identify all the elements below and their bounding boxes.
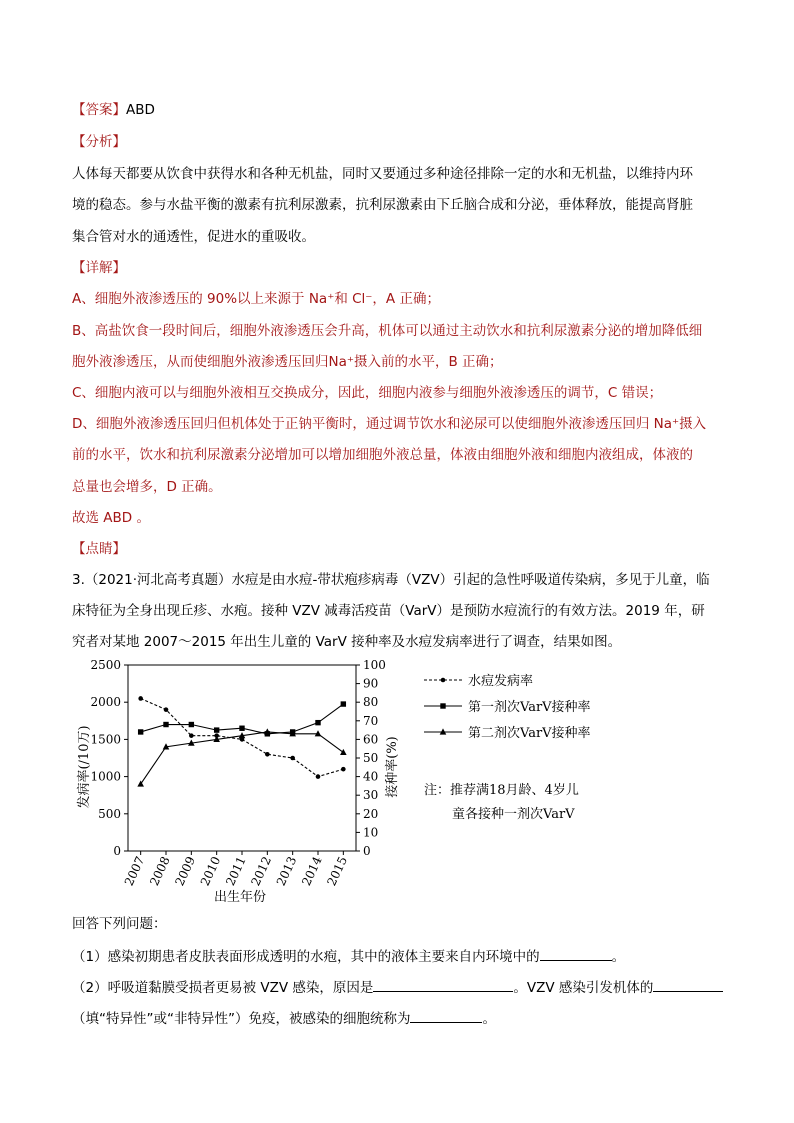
chart-series xyxy=(137,696,346,786)
left-tick-label: 500 xyxy=(98,806,121,821)
x-tick-label: 2014 xyxy=(299,854,325,888)
answer-line xyxy=(72,101,155,119)
x-tick-label: 2008 xyxy=(147,854,173,888)
sub-question-2 xyxy=(72,977,723,997)
right-tick-label: 90 xyxy=(363,676,379,691)
question-line-1: 3.（2021·河北高考真题）水痘是由水痘-带状疱疹病毒（VZV）引起的急性呼吸道传染病，多见于儿童，临 xyxy=(72,572,710,588)
detail-line-b2: 胞外液渗透压，从而使细胞外液渗透压回归Na⁺摄入前的水平，B 正确； xyxy=(72,354,503,370)
answer-value: ABD xyxy=(126,102,155,118)
chart-ylabel-right: 接种率(%) xyxy=(385,736,400,798)
detail-line-c: C、细胞内液可以与细胞外液相互交换成分，因此，细胞内液参与细胞外液渗透压的调节，C 错误； xyxy=(72,385,663,401)
left-tick-label: 2500 xyxy=(90,658,121,672)
left-tick-label: 1500 xyxy=(90,732,121,747)
plot-frame xyxy=(128,665,356,851)
sub-question-2b-text: （填“特异性”或“非特异性”）免疫，被感染的细胞统称为 xyxy=(72,1011,411,1027)
series-1-point xyxy=(164,707,169,712)
analysis-line-3: 集合管对水的通透性，促进水的重吸收。 xyxy=(72,229,315,245)
right-tick-label: 80 xyxy=(363,695,379,710)
right-tick-label: 50 xyxy=(363,751,379,765)
right-tick-label: 0 xyxy=(363,844,371,858)
x-tick-label: 2009 xyxy=(172,854,199,888)
x-tick-label: 2012 xyxy=(248,854,275,888)
right-tick-label: 20 xyxy=(363,806,379,821)
x-tick-label: 2011 xyxy=(223,854,249,888)
detail-line-b1: B、高盐饮食一段时间后，细胞外液渗透压会升高，机体可以通过主动饮水和抗利尿激素分泌的增加降低细 xyxy=(72,323,703,339)
chart-legend xyxy=(424,673,591,741)
sub-question-2b xyxy=(72,1008,496,1028)
series-1-point xyxy=(189,733,194,738)
legend-2-marker xyxy=(440,703,445,708)
right-tick-label: 40 xyxy=(363,769,379,784)
series-2-point xyxy=(163,722,168,727)
detail-label: 【详解】 xyxy=(72,260,126,276)
series-1-point xyxy=(138,696,143,701)
left-tick-label: 2000 xyxy=(90,695,121,710)
analysis-label: 【分析】 xyxy=(72,134,126,150)
right-tick-label: 10 xyxy=(363,825,379,840)
x-tick-label: 2015 xyxy=(324,854,351,888)
right-tick-label: 100 xyxy=(363,658,386,672)
chart-note-line-1: 注：推荐满18月龄、4岁儿 xyxy=(424,783,579,798)
x-tick-label: 2013 xyxy=(273,854,300,888)
question-line-2: 床特征为全身出现丘疹、水疱。接种 VZV 减毒活疫苗（VarV）是预防水痘流行的有效方法。2019 年，研 xyxy=(72,603,705,619)
chart-xlabel: 出生年份 xyxy=(213,890,267,905)
chart-ylabel-left: 发病率(/10万) xyxy=(77,725,92,809)
right-tick-label: 70 xyxy=(363,713,379,728)
detail-line-d3: 总量也会增多，D 正确。 xyxy=(72,479,222,495)
legend-1-marker xyxy=(441,678,446,683)
series-1-point xyxy=(265,752,270,757)
sub-question-2b-end: 。 xyxy=(482,1011,496,1027)
series-2-point xyxy=(138,729,143,734)
chart xyxy=(70,655,690,905)
legend-3-label: 第二剂次VarV接种率 xyxy=(468,726,591,741)
series-2-point xyxy=(341,701,346,706)
right-tick-label: 60 xyxy=(363,732,379,747)
sub-question-1-end: 。 xyxy=(611,949,626,965)
x-tick-label: 2010 xyxy=(197,854,224,888)
series-2-point xyxy=(214,727,219,732)
sub-question-2-middle: 。VZV 感染引发机体的 xyxy=(513,980,654,996)
blank-1[interactable] xyxy=(540,946,612,961)
series-2-point xyxy=(189,722,194,727)
series-1-point xyxy=(341,767,346,772)
left-tick-label: 0 xyxy=(113,844,121,858)
series-2-point xyxy=(315,720,320,725)
blank-4[interactable] xyxy=(410,1008,482,1023)
highlight-label: 【点睛】 xyxy=(72,541,126,557)
chart-axes xyxy=(128,665,356,851)
detail-conclusion: 故选 ABD 。 xyxy=(72,510,150,526)
detail-line-d1: D、细胞外液渗透压回归但机体处于正钠平衡时，通过调节饮水和泌尿可以使细胞外液渗透压回归 Na⁺摄入 xyxy=(72,416,707,432)
chart-note-line-2: 童各接种一剂次VarV xyxy=(452,807,575,822)
series-3-point xyxy=(340,749,347,755)
legend-1-label: 水痘发病率 xyxy=(468,674,534,689)
detail-line-d2: 前的水平，饮水和抗利尿激素分泌增加可以增加细胞外液总量，体液由细胞外液和细胞内液组成，体液的 xyxy=(72,447,693,463)
chart-ticks xyxy=(90,658,385,888)
right-tick-label: 30 xyxy=(363,788,379,803)
series-1-point xyxy=(290,756,295,761)
question-line-3: 究者对某地 2007～2015 年出生儿童的 VarV 接种率及水痘发病率进行了调查，结果如图。 xyxy=(72,634,622,650)
blank-3[interactable] xyxy=(653,977,723,992)
answer-prompt: 回答下列问题： xyxy=(72,916,167,932)
legend-2-label: 第一剂次VarV接种率 xyxy=(468,700,591,715)
left-tick-label: 1000 xyxy=(90,769,121,784)
sub-question-1 xyxy=(72,946,625,966)
answer-label: 【答案】 xyxy=(72,102,126,118)
detail-line-a: A、细胞外液渗透压的 90%以上来源于 Na⁺和 Cl⁻，A 正确； xyxy=(72,291,440,307)
series-1-point xyxy=(316,774,321,779)
sub-question-1-text: （1）感染初期患者皮肤表面形成透明的水疱，其中的液体主要来自内环境中的 xyxy=(72,949,540,965)
analysis-line-1: 人体每天都要从饮食中获得水和各种无机盐，同时又要通过多种途径排除一定的水和无机盐，以维持内环 xyxy=(72,166,693,182)
analysis-line-2: 境的稳态。参与水盐平衡的激素有抗利尿激素，抗利尿激素由下丘脑合成和分泌，垂体释放，能提高肾脏 xyxy=(72,197,693,213)
series-2-point xyxy=(239,726,244,731)
x-tick-label: 2007 xyxy=(121,854,148,888)
blank-2[interactable] xyxy=(373,977,513,992)
sub-question-2-text: （2）呼吸道黏膜受损者更易被 VZV 感染，原因是 xyxy=(72,980,374,996)
